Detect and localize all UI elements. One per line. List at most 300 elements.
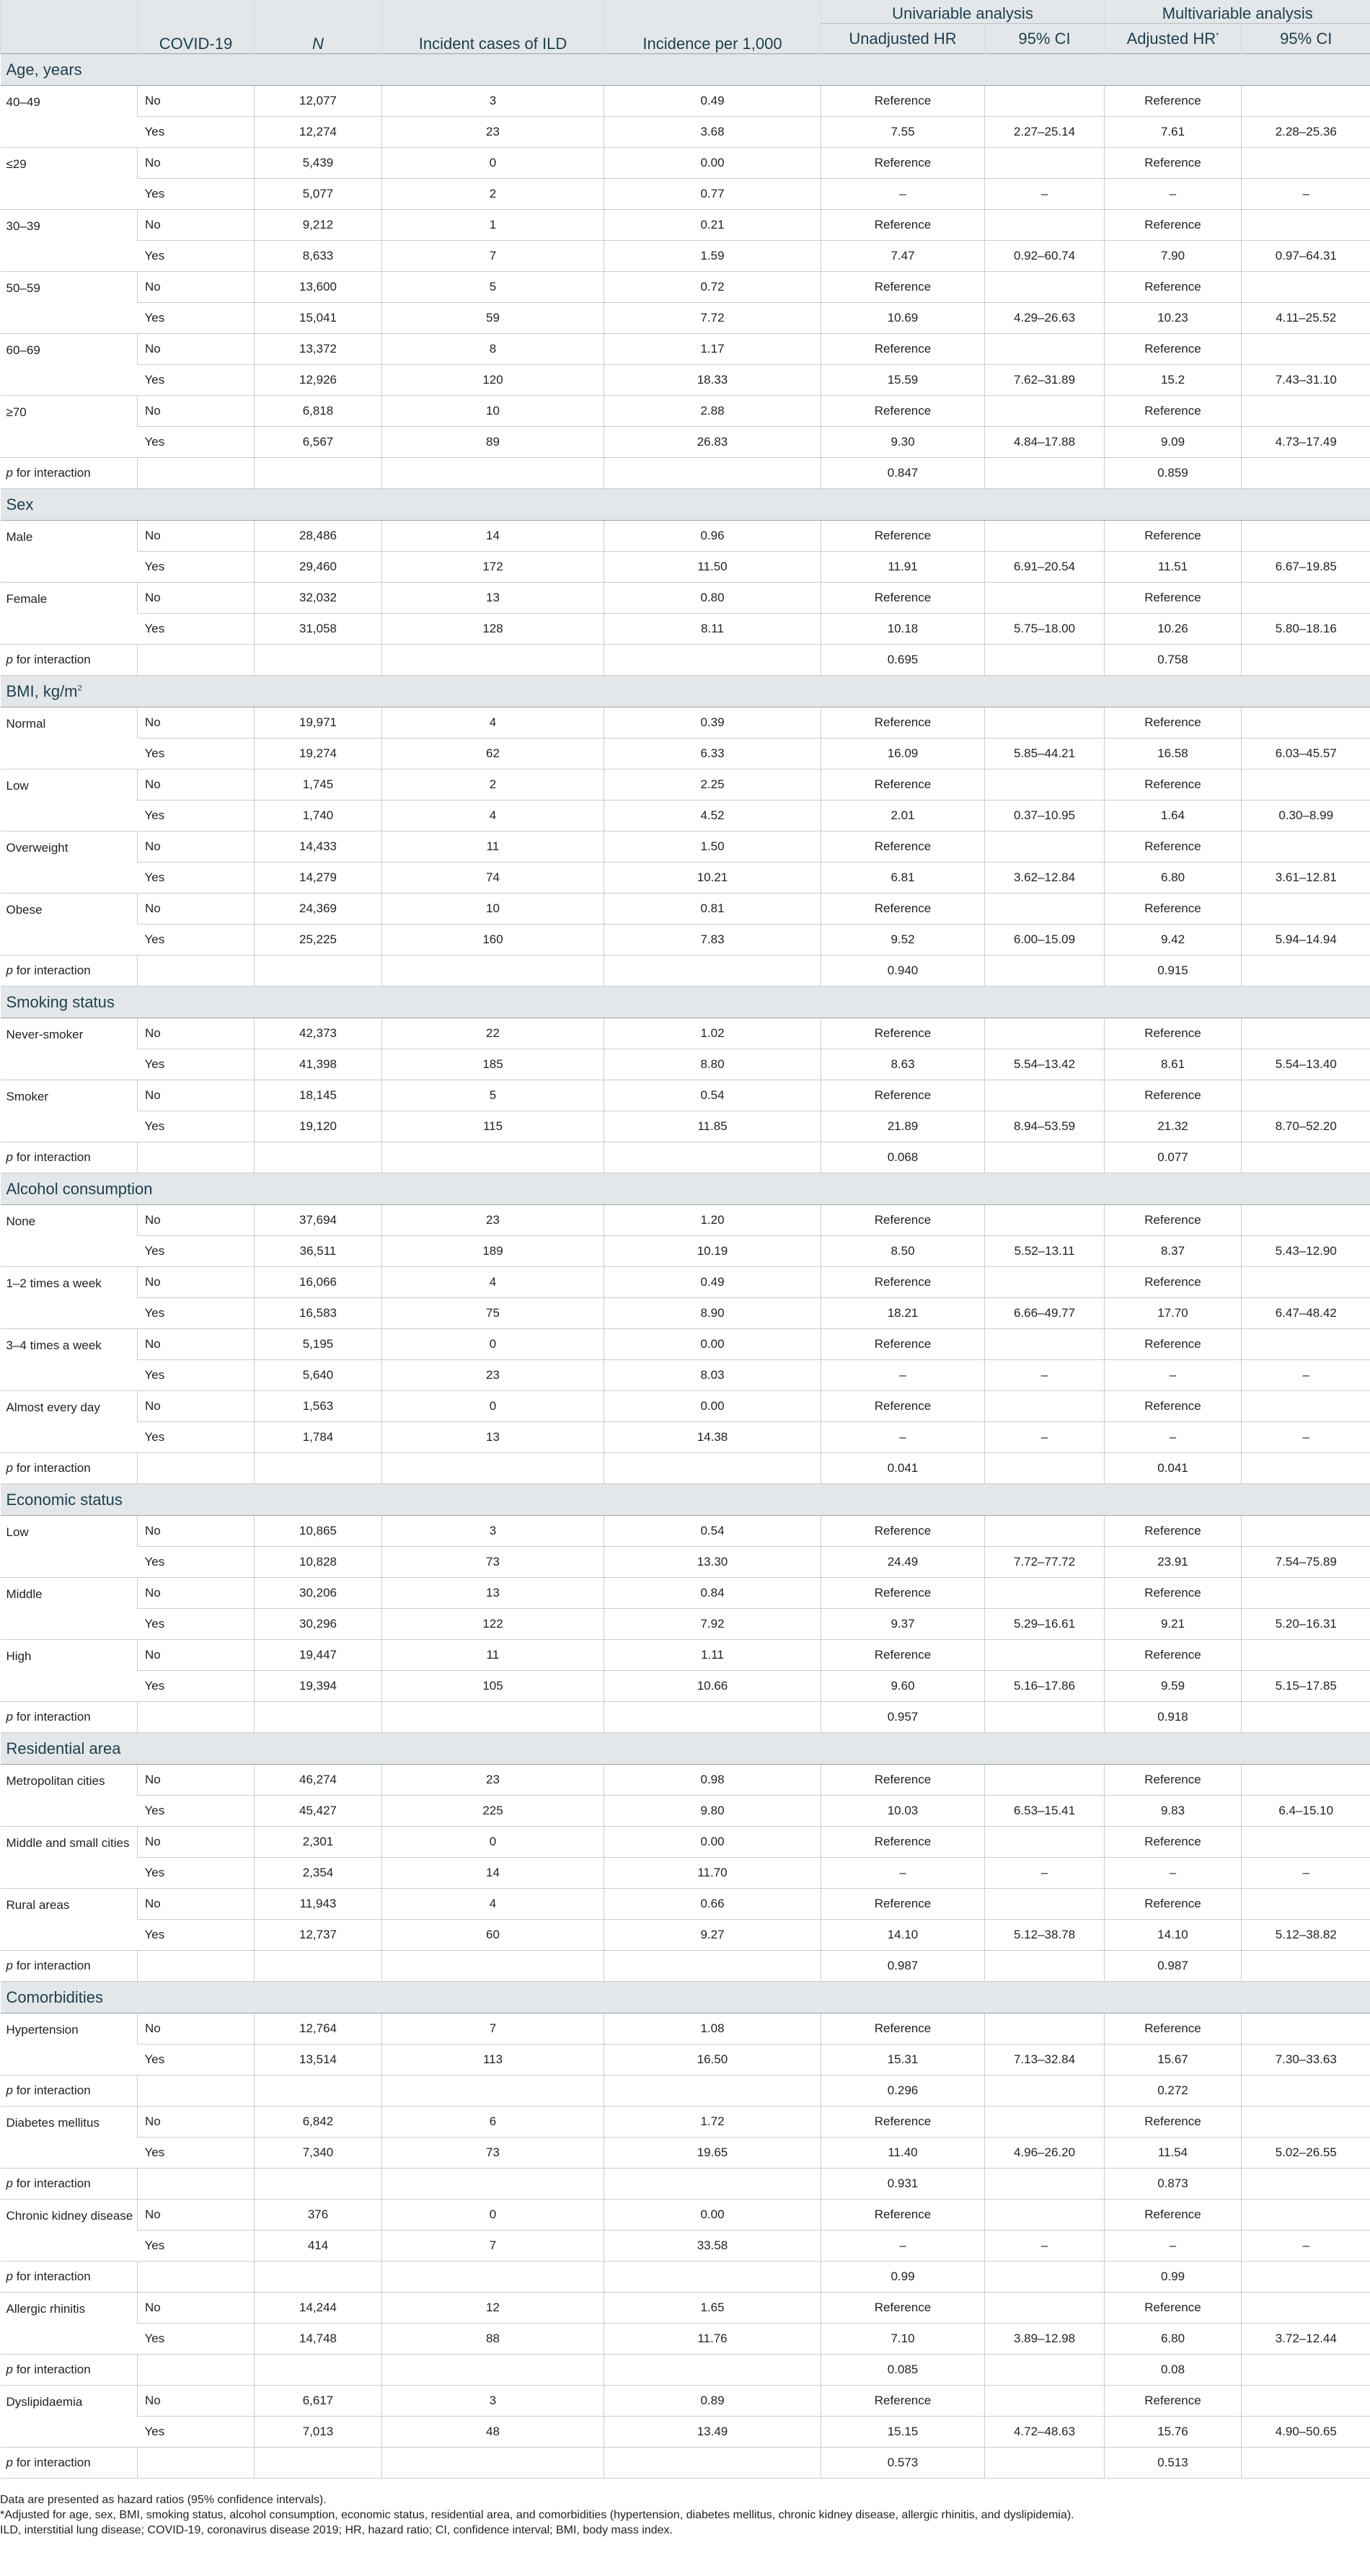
n-cell: 414 (255, 2231, 382, 2262)
subgroup-label: Female (1, 583, 138, 645)
covid-status-cell: No (138, 334, 255, 365)
n-cell: 41,398 (255, 1049, 382, 1080)
incidence-cell: 0.89 (604, 2386, 821, 2417)
footnote-abbreviations: ILD, interstitial lung disease; COVID-19, coronavirus disease 2019; HR, hazard ratio; CI, confidence interval; BMI, body mass index. (0, 2524, 673, 2536)
n-cell: 12,077 (255, 86, 382, 117)
table-row (1, 1111, 1370, 1142)
incidence-cell: 0.54 (604, 1080, 821, 1111)
incident-cases-cell: 23 (382, 1205, 604, 1236)
covid-status-cell: Yes (138, 2138, 255, 2169)
table-row (1, 117, 1370, 148)
incidence-cell: 1.08 (604, 2013, 821, 2045)
section-header-row (1, 987, 1370, 1018)
empty-cell (604, 2076, 821, 2107)
incident-cases-cell: 62 (382, 738, 604, 769)
ci-multivariable-cell (1242, 1205, 1370, 1236)
adjusted-hr-cell: Reference (1105, 2107, 1242, 2138)
section-title-text: Smoking status (6, 992, 115, 1011)
ci-multivariable-cell (1242, 832, 1370, 863)
incidence-cell: 0.54 (604, 1516, 821, 1547)
p-interaction-multivariable: 0.915 (1105, 956, 1242, 987)
empty-cell (604, 2169, 821, 2200)
n-cell: 5,439 (255, 148, 382, 179)
unadjusted-hr-cell: Reference (821, 1516, 985, 1547)
empty-cell (255, 645, 382, 676)
section-title (1, 489, 1370, 521)
n-cell: 376 (255, 2200, 382, 2231)
ci-multivariable-cell (1242, 894, 1370, 925)
subgroup-label: 1–2 times a week (1, 1267, 138, 1329)
covid-status-cell: No (138, 521, 255, 552)
covid-status-cell: Yes (138, 1111, 255, 1142)
empty-cell (255, 1453, 382, 1484)
ci-multivariable-cell: 7.43–31.10 (1242, 365, 1370, 396)
covid-status-cell: No (138, 1391, 255, 1422)
unadjusted-hr-cell: Reference (821, 1889, 985, 1920)
adjusted-hr-cell: Reference (1105, 2293, 1242, 2324)
adjusted-hr-cell: Reference (1105, 1578, 1242, 1609)
ci-multivariable-cell (1242, 2107, 1370, 2138)
adjusted-hr-cell: – (1105, 1422, 1242, 1453)
p-symbol: p (6, 2270, 13, 2283)
covid-status-cell: Yes (138, 365, 255, 396)
incident-cases-cell: 0 (382, 2200, 604, 2231)
p-interaction-multivariable: 0.08 (1105, 2355, 1242, 2386)
empty-cell (255, 2355, 382, 2386)
incident-cases-cell: 2 (382, 769, 604, 800)
table-row (1, 521, 1370, 552)
n-cell: 37,694 (255, 1205, 382, 1236)
incidence-cell: 0.84 (604, 1578, 821, 1609)
adjusted-hr-cell: Reference (1105, 334, 1242, 365)
incident-cases-cell: 11 (382, 832, 604, 863)
header-n (255, 0, 382, 54)
table-row (1, 303, 1370, 334)
n-cell: 2,301 (255, 1827, 382, 1858)
incident-cases-cell: 73 (382, 2138, 604, 2169)
unadjusted-hr-cell: – (821, 1422, 985, 1453)
table-row (1, 241, 1370, 272)
section-title (1, 987, 1370, 1018)
unadjusted-hr-cell: Reference (821, 2293, 985, 2324)
n-cell: 10,865 (255, 1516, 382, 1547)
empty-cell (985, 1951, 1105, 1982)
ci-univariable-cell: 0.37–10.95 (985, 800, 1105, 832)
incident-cases-cell: 60 (382, 1920, 604, 1951)
unadjusted-hr-cell: 9.52 (821, 925, 985, 956)
adjusted-hr-cell: 9.59 (1105, 1671, 1242, 1702)
ci-multivariable-cell (1242, 1018, 1370, 1049)
unadjusted-hr-cell: 8.63 (821, 1049, 985, 1080)
incident-cases-cell: 1 (382, 210, 604, 241)
unadjusted-hr-cell: Reference (821, 583, 985, 614)
empty-cell (138, 645, 255, 676)
ci-multivariable-cell (1242, 1329, 1370, 1360)
header-adjusted-hr-label: Adjusted HR (1126, 29, 1216, 48)
adjusted-hr-cell: 15.76 (1105, 2417, 1242, 2448)
ci-multivariable-cell: – (1242, 179, 1370, 210)
empty-cell (382, 2076, 604, 2107)
ci-multivariable-cell (1242, 1578, 1370, 1609)
ci-univariable-cell (985, 1640, 1105, 1671)
p-interaction-multivariable: 0.987 (1105, 1951, 1242, 1982)
incident-cases-cell: 14 (382, 521, 604, 552)
incident-cases-cell: 4 (382, 707, 604, 738)
ci-univariable-cell: – (985, 1858, 1105, 1889)
unadjusted-hr-cell: Reference (821, 334, 985, 365)
n-cell: 19,971 (255, 707, 382, 738)
unadjusted-hr-cell: Reference (821, 1827, 985, 1858)
ci-univariable-cell (985, 2386, 1105, 2417)
subgroup-label: 40–49 (1, 86, 138, 148)
p-interaction-label (1, 2262, 138, 2293)
ci-multivariable-cell: 5.54–13.40 (1242, 1049, 1370, 1080)
p-interaction-label (1, 1453, 138, 1484)
ci-multivariable-cell: 2.28–25.36 (1242, 117, 1370, 148)
incident-cases-cell: 0 (382, 148, 604, 179)
ci-univariable-cell (985, 2293, 1105, 2324)
p-symbol: p (6, 963, 13, 977)
incident-cases-cell: 4 (382, 800, 604, 832)
table-row (1, 365, 1370, 396)
adjusted-hr-cell: Reference (1105, 1018, 1242, 1049)
n-cell: 32,032 (255, 583, 382, 614)
subgroup-label: Middle and small cities (1, 1827, 138, 1889)
table-row (1, 1578, 1370, 1609)
p-interaction-text: for interaction (12, 653, 91, 666)
ci-univariable-cell: 6.91–20.54 (985, 552, 1105, 583)
p-interaction-text: for interaction (12, 1461, 91, 1475)
covid-status-cell: No (138, 2200, 255, 2231)
p-interaction-univariable: 0.085 (821, 2355, 985, 2386)
n-cell: 16,583 (255, 1298, 382, 1329)
unadjusted-hr-cell: – (821, 1858, 985, 1889)
adjusted-hr-cell: 7.90 (1105, 241, 1242, 272)
ci-multivariable-cell (1242, 1640, 1370, 1671)
table-row (1, 2045, 1370, 2076)
ci-multivariable-cell: 3.72–12.44 (1242, 2324, 1370, 2355)
covid-status-cell: Yes (138, 1298, 255, 1329)
empty-cell (985, 2169, 1105, 2200)
adjusted-hr-cell: Reference (1105, 707, 1242, 738)
subgroup-label: Male (1, 521, 138, 583)
adjusted-hr-cell: 9.83 (1105, 1796, 1242, 1827)
n-cell: 15,041 (255, 303, 382, 334)
unadjusted-hr-cell: Reference (821, 1329, 985, 1360)
ci-multivariable-cell (1242, 396, 1370, 427)
p-interaction-univariable: 0.041 (821, 1453, 985, 1484)
adjusted-hr-cell: Reference (1105, 1080, 1242, 1111)
ci-univariable-cell (985, 396, 1105, 427)
empty-cell (1242, 2355, 1370, 2386)
unadjusted-hr-cell: Reference (821, 1080, 985, 1111)
section-title (1, 54, 1370, 86)
incidence-cell: 1.59 (604, 241, 821, 272)
ci-univariable-cell: 5.54–13.42 (985, 1049, 1105, 1080)
empty-cell (604, 1142, 821, 1173)
incident-cases-cell: 7 (382, 241, 604, 272)
covid-status-cell: Yes (138, 2324, 255, 2355)
n-cell: 28,486 (255, 521, 382, 552)
covid-status-cell: Yes (138, 925, 255, 956)
covid-status-cell: Yes (138, 179, 255, 210)
p-interaction-univariable: 0.847 (821, 458, 985, 489)
n-cell: 18,145 (255, 1080, 382, 1111)
empty-cell (255, 1702, 382, 1733)
incidence-cell: 10.66 (604, 1671, 821, 1702)
unadjusted-hr-cell: – (821, 179, 985, 210)
ci-multivariable-cell (1242, 272, 1370, 303)
incident-cases-cell: 12 (382, 2293, 604, 2324)
p-interaction-label (1, 1951, 138, 1982)
adjusted-hr-cell: 11.54 (1105, 2138, 1242, 2169)
ci-univariable-cell: 0.92–60.74 (985, 241, 1105, 272)
p-symbol: p (6, 653, 13, 666)
table-row (1, 1827, 1370, 1858)
incident-cases-cell: 8 (382, 334, 604, 365)
n-cell: 1,784 (255, 1422, 382, 1453)
ci-univariable-cell (985, 2200, 1105, 2231)
table-row (1, 707, 1370, 738)
table-row (1, 1858, 1370, 1889)
p-interaction-multivariable: 0.041 (1105, 1453, 1242, 1484)
incidence-cell: 33.58 (604, 2231, 821, 2262)
ci-multivariable-cell: 6.03–45.57 (1242, 738, 1370, 769)
covid-status-cell: Yes (138, 614, 255, 645)
p-interaction-text: for interaction (12, 2363, 91, 2376)
incident-cases-cell: 14 (382, 1858, 604, 1889)
adjusted-hr-cell: 11.51 (1105, 552, 1242, 583)
table-row (1, 2324, 1370, 2355)
empty-cell (382, 458, 604, 489)
ci-multivariable-cell (1242, 210, 1370, 241)
incident-cases-cell: 22 (382, 1018, 604, 1049)
table-row (1, 334, 1370, 365)
n-cell: 31,058 (255, 614, 382, 645)
unadjusted-hr-cell: Reference (821, 1391, 985, 1422)
table-row (1, 1298, 1370, 1329)
ci-univariable-cell: 4.29–26.63 (985, 303, 1105, 334)
empty-cell (1242, 1951, 1370, 1982)
empty-cell (382, 1453, 604, 1484)
footnote-adjustment: *Adjusted for age, sex, BMI, smoking status, alcohol consumption, economic status, residential area, and comorbidities (hypertension, diabetes mellitus, chronic kidney disease, allergic rhinitis, and dyslipidemia). (0, 2509, 1074, 2521)
p-interaction-univariable: 0.296 (821, 2076, 985, 2107)
p-interaction-text: for interaction (12, 963, 91, 977)
ci-univariable-cell: 5.85–44.21 (985, 738, 1105, 769)
empty-cell (604, 2262, 821, 2293)
p-interaction-text: for interaction (12, 1959, 91, 1972)
ci-multivariable-cell (1242, 521, 1370, 552)
ci-univariable-cell: – (985, 179, 1105, 210)
adjusted-hr-cell: 14.10 (1105, 1920, 1242, 1951)
ci-univariable-cell (985, 1329, 1105, 1360)
table-row (1, 2417, 1370, 2448)
header-incidence: Incidence per 1,000 (604, 0, 821, 54)
section-title-text: Comorbidities (6, 1988, 103, 2006)
subgroup-label: None (1, 1205, 138, 1267)
table-row (1, 1640, 1370, 1671)
p-symbol: p (6, 2176, 13, 2190)
p-interaction-row (1, 458, 1370, 489)
n-cell: 5,640 (255, 1360, 382, 1391)
unadjusted-hr-cell: Reference (821, 832, 985, 863)
incidence-cell: 4.52 (604, 800, 821, 832)
adjusted-hr-cell: 8.61 (1105, 1049, 1242, 1080)
adjusted-hr-cell: Reference (1105, 1267, 1242, 1298)
unadjusted-hr-cell: 8.50 (821, 1236, 985, 1267)
adjusted-hr-cell: 15.2 (1105, 365, 1242, 396)
p-interaction-label (1, 956, 138, 987)
header-ci-univariable: 95% CI (985, 24, 1105, 54)
section-header-row (1, 489, 1370, 521)
empty-cell (985, 2262, 1105, 2293)
incident-cases-cell: 48 (382, 2417, 604, 2448)
empty-cell (255, 956, 382, 987)
covid-status-cell: No (138, 396, 255, 427)
empty-cell (382, 2448, 604, 2479)
table-row (1, 1516, 1370, 1547)
table-row (1, 179, 1370, 210)
ci-multivariable-cell (1242, 1080, 1370, 1111)
incidence-cell: 0.00 (604, 2200, 821, 2231)
table-row (1, 1205, 1370, 1236)
subgroup-label: ≥70 (1, 396, 138, 458)
table-row (1, 614, 1370, 645)
adjusted-hr-cell: Reference (1105, 832, 1242, 863)
header-adjusted-hr-footnote-mark: * (1216, 31, 1219, 40)
p-interaction-univariable: 0.068 (821, 1142, 985, 1173)
n-cell: 5,077 (255, 179, 382, 210)
ci-multivariable-cell: – (1242, 2231, 1370, 2262)
unadjusted-hr-cell: Reference (821, 1578, 985, 1609)
covid-status-cell: Yes (138, 1360, 255, 1391)
incidence-cell: 0.49 (604, 86, 821, 117)
ci-univariable-cell (985, 1080, 1105, 1111)
p-interaction-univariable: 0.99 (821, 2262, 985, 2293)
unadjusted-hr-cell: Reference (821, 1640, 985, 1671)
covid-status-cell: No (138, 1205, 255, 1236)
table-row (1, 1547, 1370, 1578)
ci-univariable-cell (985, 86, 1105, 117)
incident-cases-cell: 0 (382, 1329, 604, 1360)
empty-cell (138, 2262, 255, 2293)
table-row (1, 1609, 1370, 1640)
section-title-superscript: 2 (77, 684, 82, 693)
n-cell: 6,818 (255, 396, 382, 427)
n-cell: 8,633 (255, 241, 382, 272)
unadjusted-hr-cell: 7.47 (821, 241, 985, 272)
ci-multivariable-cell (1242, 769, 1370, 800)
covid-status-cell: Yes (138, 738, 255, 769)
n-cell: 12,737 (255, 1920, 382, 1951)
adjusted-hr-cell: 6.80 (1105, 2324, 1242, 2355)
incidence-cell: 13.30 (604, 1547, 821, 1578)
covid-status-cell: No (138, 1018, 255, 1049)
subgroup-label: 30–39 (1, 210, 138, 272)
p-interaction-label (1, 645, 138, 676)
table-row (1, 2386, 1370, 2417)
incident-cases-cell: 5 (382, 1080, 604, 1111)
empty-cell (138, 1951, 255, 1982)
p-interaction-row (1, 1702, 1370, 1733)
subgroup-label: Allergic rhinitis (1, 2293, 138, 2355)
ci-univariable-cell: 6.00–15.09 (985, 925, 1105, 956)
n-cell: 6,842 (255, 2107, 382, 2138)
n-cell: 12,274 (255, 117, 382, 148)
ci-univariable-cell: 7.62–31.89 (985, 365, 1105, 396)
empty-cell (255, 2169, 382, 2200)
p-interaction-text: for interaction (12, 1150, 91, 1164)
table-row (1, 1018, 1370, 1049)
covid-status-cell: No (138, 707, 255, 738)
p-interaction-label (1, 2448, 138, 2479)
incidence-cell: 0.00 (604, 1827, 821, 1858)
n-cell: 13,514 (255, 2045, 382, 2076)
unadjusted-hr-cell: 7.10 (821, 2324, 985, 2355)
incidence-cell: 9.27 (604, 1920, 821, 1951)
unadjusted-hr-cell: Reference (821, 1018, 985, 1049)
n-cell: 10,828 (255, 1547, 382, 1578)
ci-univariable-cell (985, 2107, 1105, 2138)
empty-cell (255, 2262, 382, 2293)
p-interaction-label (1, 458, 138, 489)
adjusted-hr-cell: 7.61 (1105, 117, 1242, 148)
section-title (1, 676, 1370, 707)
ci-multivariable-cell (1242, 86, 1370, 117)
empty-cell (382, 2262, 604, 2293)
ci-multivariable-cell: 5.02–26.55 (1242, 2138, 1370, 2169)
covid-status-cell: Yes (138, 1671, 255, 1702)
incidence-cell: 2.25 (604, 769, 821, 800)
adjusted-hr-cell: 9.09 (1105, 427, 1242, 458)
ci-multivariable-cell: – (1242, 1858, 1370, 1889)
subgroup-label: Hypertension (1, 2013, 138, 2076)
incidence-cell: 8.11 (604, 614, 821, 645)
unadjusted-hr-cell: Reference (821, 86, 985, 117)
n-cell: 12,764 (255, 2013, 382, 2045)
p-symbol: p (6, 1150, 13, 1164)
header-group-multivariable: Multivariable analysis (1105, 0, 1370, 24)
ci-multivariable-cell: 4.73–17.49 (1242, 427, 1370, 458)
adjusted-hr-cell: – (1105, 1858, 1242, 1889)
ci-univariable-cell (985, 1827, 1105, 1858)
header-adjusted-hr (1105, 24, 1242, 54)
empty-cell (1242, 2169, 1370, 2200)
p-symbol: p (6, 2456, 13, 2469)
p-interaction-label (1, 2355, 138, 2386)
incidence-cell: 16.50 (604, 2045, 821, 2076)
ci-univariable-cell: 3.89–12.98 (985, 2324, 1105, 2355)
section-header-row (1, 1982, 1370, 2013)
ci-univariable-cell (985, 707, 1105, 738)
header-cases: Incident cases of ILD (382, 0, 604, 54)
ci-multivariable-cell: 7.54–75.89 (1242, 1547, 1370, 1578)
empty-cell (604, 1702, 821, 1733)
p-interaction-text: for interaction (12, 2270, 91, 2283)
incidence-cell: 0.49 (604, 1267, 821, 1298)
n-cell: 19,394 (255, 1671, 382, 1702)
covid-status-cell: No (138, 1889, 255, 1920)
adjusted-hr-cell: Reference (1105, 1391, 1242, 1422)
ci-multivariable-cell: 5.15–17.85 (1242, 1671, 1370, 1702)
empty-cell (138, 1453, 255, 1484)
unadjusted-hr-cell: Reference (821, 272, 985, 303)
table-row (1, 86, 1370, 117)
p-interaction-label (1, 1142, 138, 1173)
ci-multivariable-cell: 5.12–38.82 (1242, 1920, 1370, 1951)
ci-multivariable-cell: 4.11–25.52 (1242, 303, 1370, 334)
incidence-cell: 10.21 (604, 863, 821, 894)
